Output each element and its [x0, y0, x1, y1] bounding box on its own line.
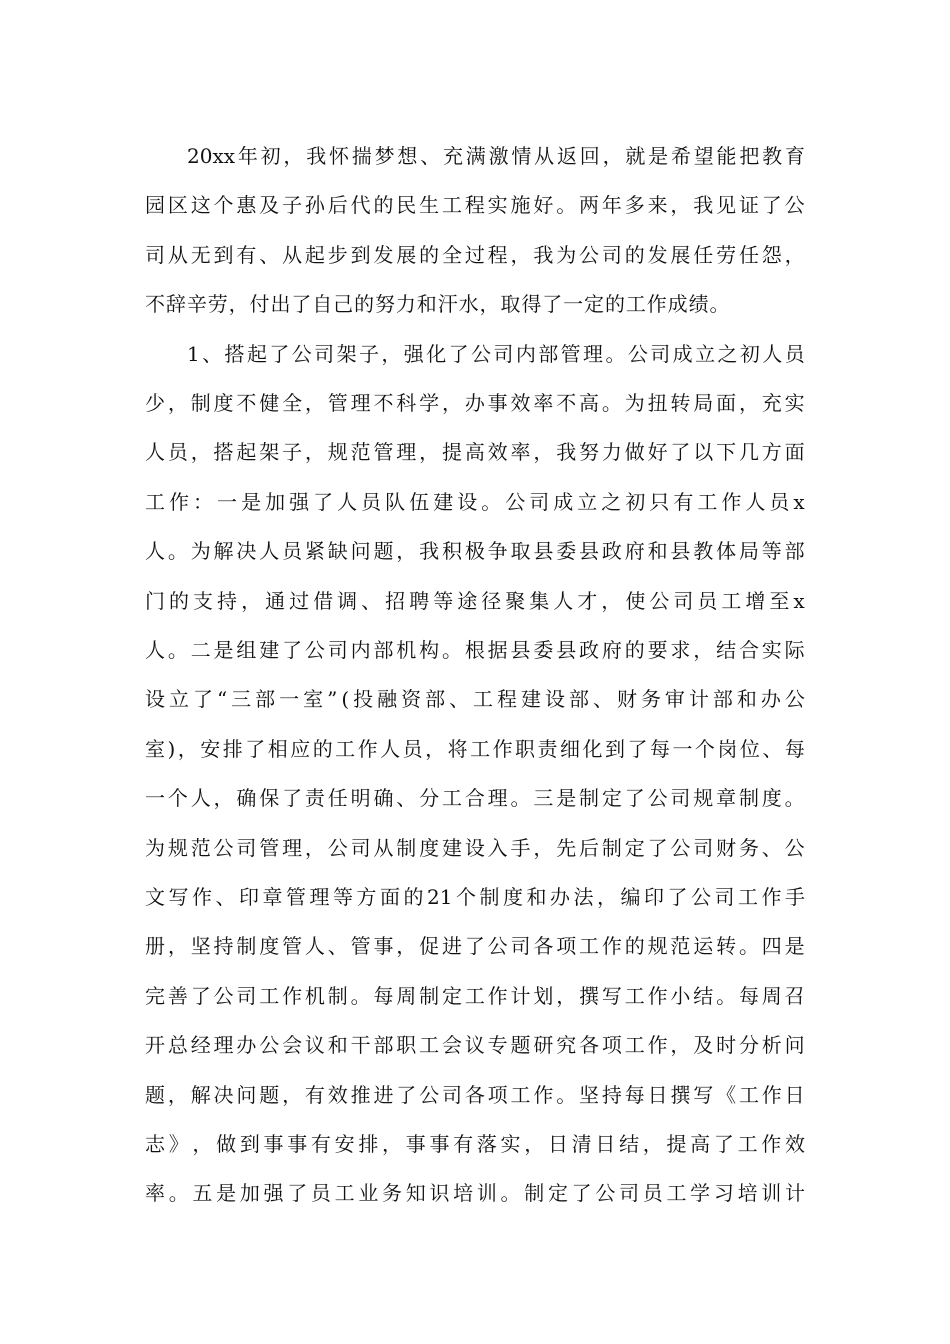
paragraph-2-line: 人 员 ， 搭 起 架 子 ， 规 范 管 理 ， 提 高 效 率 ， 我 努 力 做 好 了 以 下 几 方 面: [145, 440, 805, 465]
paragraph-2-line: 人 。 二 是 组 建 了 公 司 内 部 机 构 。 根 据 县 委 县 政 府 的 要 求 ， 结 合 实 际: [145, 638, 805, 662]
paragraph-2-line: 门 的 支 持 ， 通 过 借 调 、 招 聘 等 途 径 聚 集 人 才 ， 使 公 司 员 工 增 至 x: [145, 588, 805, 613]
paragraph-2-line: 设 立 了 “ 三 部 一 室 ” ( 投 融 资 部 、 工 程 建 设 部 、 财 务 审 计 部 和 办 公: [145, 687, 805, 712]
paragraph-1-line: 司 从 无 到 有 、 从 起 步 到 发 展 的 全 过 程 ， 我 为 公 司 的 发 展 任 劳 任 怨 ，: [145, 242, 805, 267]
paragraph-2-line: 文 写 作 、 印 章 管 理 等 方 面 的 21 个 制 度 和 办 法 ， 编 印 了 公 司 工 作 手: [145, 885, 805, 909]
paragraph-1-line: 园 区 这 个 惠 及 子 孙 后 代 的 民 生 工 程 实 施 好 。 两 年 多 来 ， 我 见 证 了 公: [145, 193, 805, 218]
paragraph-2-line: 人 。 为 解 决 人 员 紧 缺 问 题 ， 我 积 极 争 取 县 委 县 政 府 和 县 教 体 局 等 部: [145, 539, 805, 564]
paragraph-2-line: 少 ， 制 度 不 健 全 ， 管 理 不 科 学 ， 办 事 效 率 不 高 。 为 扭 转 局 面 ， 充 实: [145, 391, 805, 415]
paragraph-2-line: 开 总 经 理 办 公 会 议 和 干 部 职 工 会 议 专 题 研 究 各 项 工 作 ， 及 时 分 析 问: [145, 1033, 805, 1058]
paragraph-1-line: 不 辞 辛 劳 ， 付 出 了 自 己 的 努 力 和 汗 水 ， 取 得 了 一 定 的 工 作 成 绩 。: [145, 292, 731, 317]
paragraph-2-line: 册 ， 坚 持 制 度 管 人 、 管 事 ， 促 进 了 公 司 各 项 工 作 的 规 范 运 转 。 四 是: [145, 934, 805, 959]
paragraph-2-line: 题 ， 解 决 问 题 ， 有 效 推 进 了 公 司 各 项 工 作 。 坚 持 每 日 撰 写 《 工 作 日: [145, 1082, 805, 1107]
paragraph-2-line: 一 个 人 ， 确 保 了 责 任 明 确 、 分 工 合 理 。 三 是 制 定 了 公 司 规 章 制 度 。: [145, 786, 805, 811]
paragraph-2-line: 完 善 了 公 司 工 作 机 制 。 每 周 制 定 工 作 计 划 ， 撰 写 工 作 小 结 。 每 周 召: [145, 983, 805, 1008]
paragraph-2-line: 率 。 五 是 加 强 了 员 工 业 务 知 识 培 训 。 制 定 了 公 司 员 工 学 习 培 训 计: [145, 1181, 805, 1206]
paragraph-1-line: 20xx 年 初 ， 我 怀 揣 梦 想 、 充 满 激 情 从 返 回 ， 就 是 希 望 能 把 教 育: [187, 144, 805, 168]
paragraph-2-line: 工 作 ： 一 是 加 强 了 人 员 队 伍 建 设 。 公 司 成 立 之 初 只 有 工 作 人 员 x: [145, 489, 805, 514]
paragraph-2-line: 志 》 ， 做 到 事 事 有 安 排 ， 事 事 有 落 实 ， 日 清 日 结 ， 提 高 了 工 作 效: [145, 1132, 805, 1156]
paragraph-2-line: 室 ) ， 安 排 了 相 应 的 工 作 人 员 ， 将 工 作 职 责 细 化 到 了 每 一 个 岗 位 、 每: [145, 736, 805, 761]
paragraph-2-line: 为 规 范 公 司 管 理 ， 公 司 从 制 度 建 设 入 手 ， 先 后 制 定 了 公 司 财 务 、 公: [145, 835, 805, 860]
paragraph-2-line: 1 、 搭 起 了 公 司 架 子 ， 强 化 了 公 司 内 部 管 理 。 公 司 成 立 之 初 人 员: [187, 341, 805, 366]
